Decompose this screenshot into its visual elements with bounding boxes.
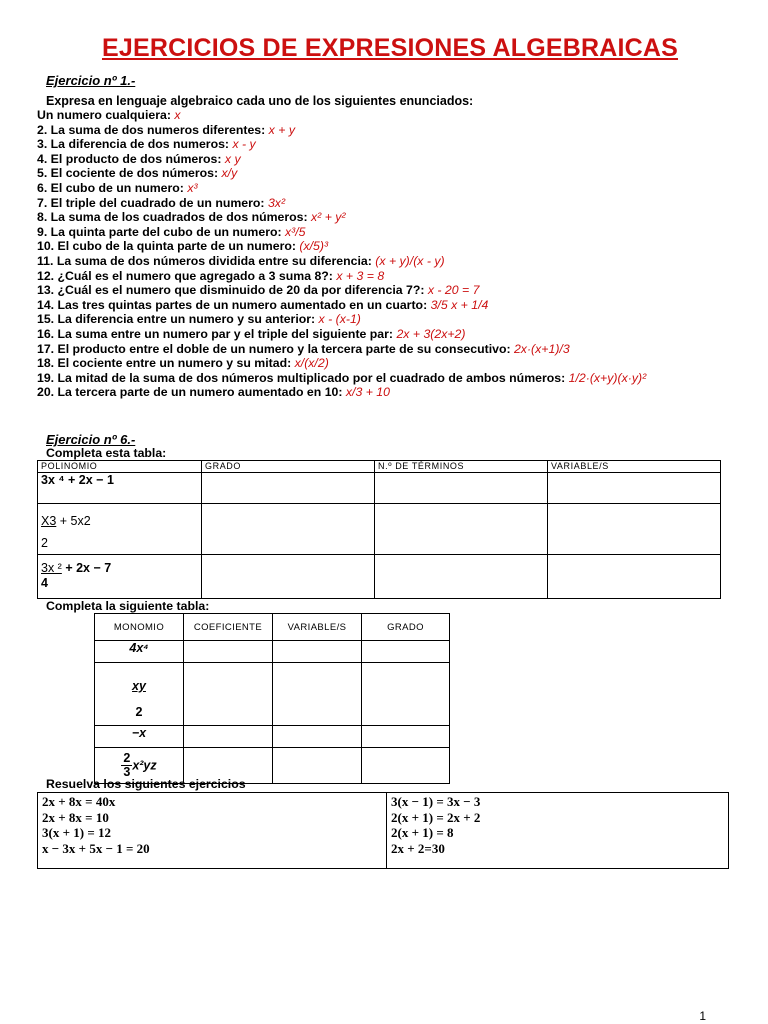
answer-text: 3/5 x + 1/4 [430, 297, 489, 312]
list-item: 12. ¿Cuál es el numero que agregado a 3 suma 8?: x + 3 = 8 [37, 268, 385, 283]
answer-text: x/y [221, 166, 238, 181]
answer-cell[interactable] [362, 748, 450, 784]
list-item: 5. El cociente de dos números: x/y [37, 166, 238, 181]
answer-text: x y [224, 151, 241, 166]
polynomial-cell: 3x ² + 2x − 7 4 [38, 555, 202, 599]
answer-text: x³/5 [285, 224, 306, 239]
column-header: VARIABLE/S [273, 614, 362, 641]
monomial-cell: $\frac{2}{3}$ x²yz [95, 748, 184, 784]
equations-table [37, 792, 729, 869]
list-item: 9. La quinta parte del cubo de un numero: x³/5 [37, 224, 306, 239]
column-header: POLINOMIO [38, 461, 202, 473]
polynomial-cell: X3 + 5x2 2 [38, 504, 202, 555]
answer-text: x³ [187, 180, 198, 195]
exercise-1-list [37, 108, 646, 400]
table-2-instruction: Completa la siguiente tabla: [46, 599, 210, 613]
table-row [38, 473, 721, 504]
answer-cell[interactable] [548, 473, 721, 504]
exercise-1-heading: Ejercicio nº 1.- [46, 73, 136, 88]
list-item: 2. La suma de dos numeros diferentes: x + y [37, 122, 295, 137]
page-title: EJERCICIOS DE EXPRESIONES ALGEBRAICAS [101, 34, 679, 62]
answer-text: (x/5)³ [299, 239, 329, 254]
answer-cell[interactable] [362, 663, 450, 726]
answer-text: x - 20 = 7 [427, 283, 480, 298]
answer-cell[interactable] [375, 473, 548, 504]
table-row [95, 726, 450, 748]
monomial-cell: xy 2 [95, 663, 184, 726]
answer-cell[interactable] [184, 726, 273, 748]
list-item: Un numero cualquiera: x [37, 108, 181, 122]
equation: 2x + 8x = 10 [42, 809, 109, 825]
page-number: 1 [699, 1009, 706, 1023]
list-item: 3. La diferencia de dos numeros: x - y [37, 137, 256, 152]
polynomial-table [37, 460, 721, 599]
column-header: GRADO [202, 461, 375, 473]
answer-cell[interactable] [362, 641, 450, 663]
answer-text: x/(x/2) [294, 356, 329, 371]
list-item: 17. El producto entre el doble de un numero y la tercera parte de su consecutivo: 2x·(x+1)/3 [37, 341, 570, 356]
polynomial-cell: 3x ⁴ + 2x − 1 [38, 473, 202, 504]
exercise-6-instruction: Completa esta tabla: [46, 446, 167, 460]
equations-right-cell [387, 793, 729, 869]
solve-instruction: Resuelva los siguientes ejercicios [46, 777, 246, 791]
answer-text: x² + y² [311, 210, 346, 225]
list-item: 10. El cubo de la quinta parte de un numero: (x/5)³ [37, 239, 329, 254]
answer-cell[interactable] [273, 726, 362, 748]
answer-text: x - (x-1) [318, 312, 361, 327]
monomial-cell: 4x⁴ [95, 641, 184, 663]
equation: x − 3x + 5x − 1 = 20 [42, 840, 150, 856]
answer-cell[interactable] [184, 641, 273, 663]
answer-text: 1/2·(x+y)(x·y)² [568, 370, 647, 385]
answer-cell[interactable] [375, 504, 548, 555]
list-item: 7. El triple del cuadrado de un numero: 3x² [37, 195, 286, 210]
table-row [38, 555, 721, 599]
answer-text: x - y [232, 137, 256, 152]
exercise-6-heading: Ejercicio nº 6.- [46, 432, 136, 447]
equation: 2x + 2=30 [391, 840, 445, 856]
equation: 3(x − 1) = 3x − 3 [391, 794, 481, 809]
list-item: 15. La diferencia entre un numero y su anterior: x - (x-1) [37, 312, 361, 327]
list-item: 14. Las tres quintas partes de un numero aumentado en un cuarto: 3/5 x + 1/4 [37, 297, 489, 312]
table-row [95, 641, 450, 663]
answer-cell[interactable] [202, 504, 375, 555]
equation: 2x + 8x = 40x [42, 794, 116, 809]
answer-text: x + 3 = 8 [336, 268, 385, 283]
list-item: 19. La mitad de la suma de dos números multiplicado por el cuadrado de ambos números: 1/2·(x+y)(x·y)² [37, 370, 647, 385]
monomial-table [94, 613, 450, 784]
column-header: GRADO [362, 614, 450, 641]
answer-text: x/3 + 10 [345, 385, 390, 400]
list-item: 13. ¿Cuál es el numero que disminuido de 20 da por diferencia 7?: x - 20 = 7 [37, 283, 480, 298]
list-item: 16. La suma entre un numero par y el triple del siguiente par: 2x + 3(2x+2) [37, 326, 466, 341]
answer-cell[interactable] [362, 726, 450, 748]
list-item: 18. El cociente entre un numero y su mitad: x/(x/2) [37, 356, 329, 371]
answer-text: 2x·(x+1)/3 [513, 341, 570, 356]
equation: 2(x + 1) = 2x + 2 [391, 809, 481, 825]
equation: 3(x + 1) = 12 [42, 825, 111, 840]
answer-text: (x + y)/(x - y) [375, 253, 445, 268]
column-header: MONOMIO [95, 614, 184, 641]
table-row [38, 504, 721, 555]
answer-cell[interactable] [273, 663, 362, 726]
list-item: 4. El producto de dos números: x y [37, 151, 241, 166]
answer-cell[interactable] [202, 473, 375, 504]
equations-left-cell [38, 793, 387, 869]
answer-cell[interactable] [548, 504, 721, 555]
exercise-1-instruction: Expresa en lenguaje algebraico cada uno de los siguientes enunciados: [46, 94, 474, 108]
equation: 2(x + 1) = 8 [391, 825, 454, 840]
list-item: 11. La suma de dos números dividida entre su diferencia: (x + y)/(x - y) [37, 253, 445, 268]
answer-text: 2x + 3(2x+2) [396, 326, 466, 341]
answer-text: x + y [268, 122, 295, 137]
answer-cell[interactable] [184, 663, 273, 726]
answer-text: 3x² [267, 195, 286, 210]
monomial-cell: −x [95, 726, 184, 748]
list-item: 8. La suma de los cuadrados de dos números: x² + y² [37, 210, 346, 225]
answer-cell[interactable] [375, 555, 548, 599]
answer-cell[interactable] [273, 641, 362, 663]
list-item: 20. La tercera parte de un numero aumentado en 10: x/3 + 10 [37, 385, 390, 400]
column-header: VARIABLE/S [548, 461, 721, 473]
list-item: 6. El cubo de un numero: x³ [37, 180, 198, 195]
column-header: COEFICIENTE [184, 614, 273, 641]
answer-cell[interactable] [548, 555, 721, 599]
answer-cell[interactable] [273, 748, 362, 784]
table-row [95, 663, 450, 726]
answer-cell[interactable] [202, 555, 375, 599]
answer-text: x [174, 108, 181, 122]
column-header: N.º DE TÉRMINOS [375, 461, 548, 473]
